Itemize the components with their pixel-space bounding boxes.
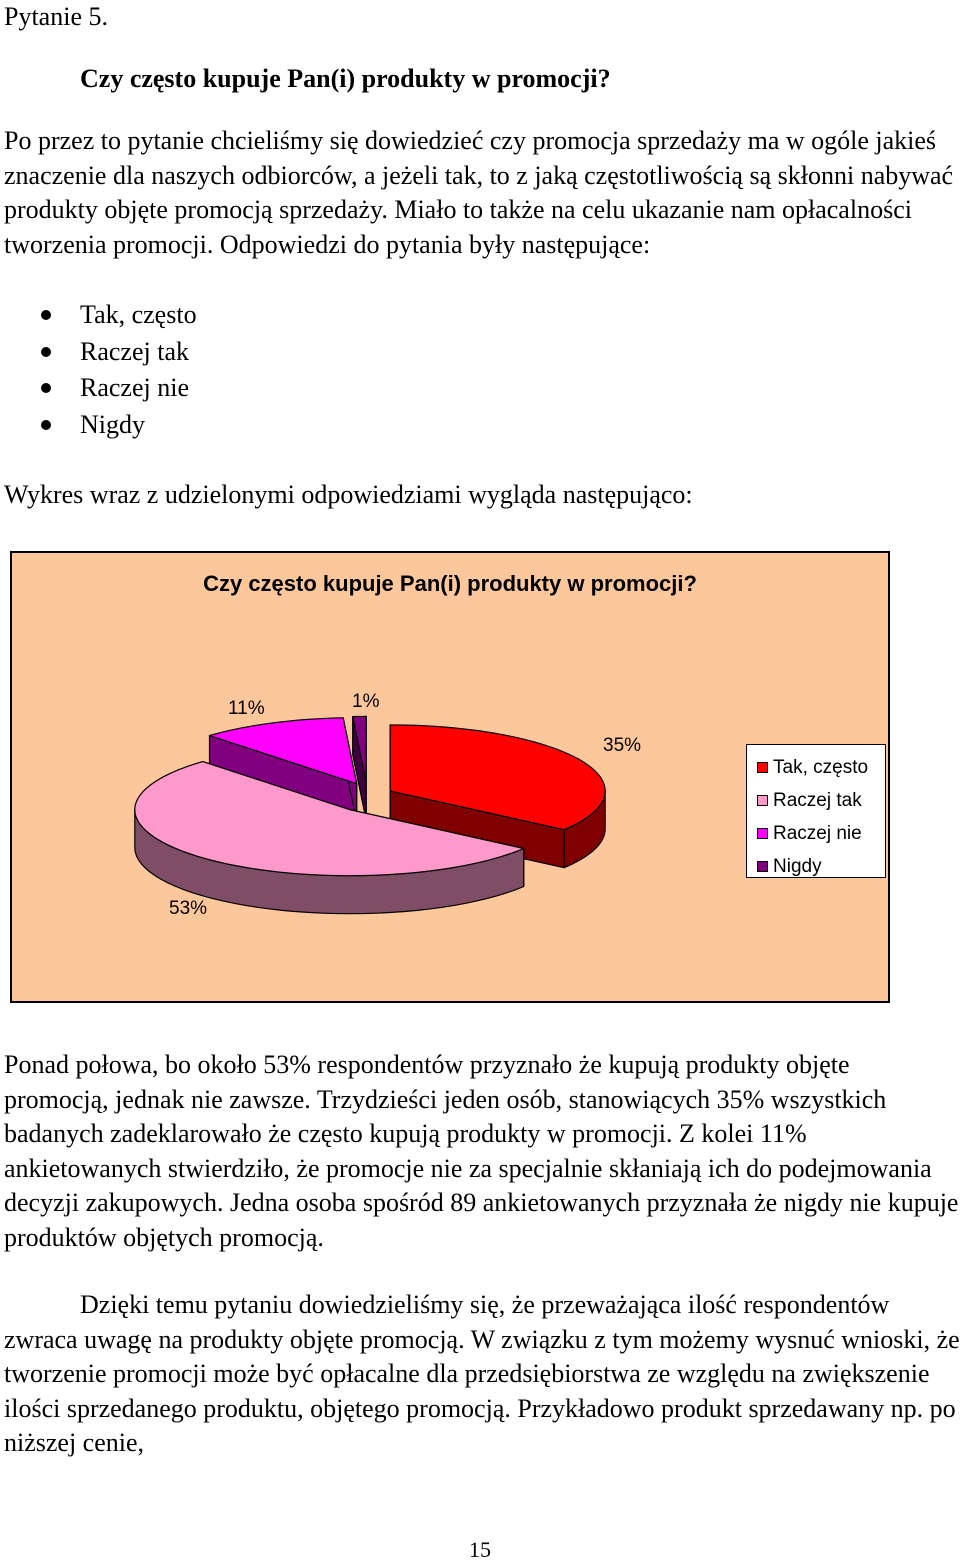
legend-swatch <box>757 762 768 773</box>
legend-swatch <box>757 861 768 872</box>
bullet-icon <box>41 347 51 357</box>
bullet-icon <box>41 310 51 320</box>
intro-paragraph: Po przez to pytanie chcieliśmy się dowiedzieć czy promocja sprzedaży ma w ogóle jakieś znaczenie dla naszych odbiorców, a jeżeli tak, to z jaką częstotliwością są skłonni nabywać produkty objęte promocją sprzedaży. Miało to także na celu ukazanie nam opłacalności tworzenia promocji. Odpowiedzi do pytania były następujące: <box>4 126 954 259</box>
legend-swatch <box>757 828 768 839</box>
list-item: Nigdy <box>0 407 197 444</box>
chart-caption: Wykres wraz z udzielonymi odpowiedziami wygląda następująco: <box>4 480 693 509</box>
legend-swatch <box>757 795 768 806</box>
question-title: Czy często kupuje Pan(i) produkty w promocji? <box>80 64 611 93</box>
chart-title: Czy często kupuje Pan(i) produkty w promocji? <box>203 571 697 596</box>
question-number: Pytanie 5. <box>4 2 108 31</box>
chart-legend: Tak, często Raczej tak Raczej nie Nigdy <box>746 744 886 878</box>
results-paragraph: Ponad połowa, bo około 53% respondentów przyznało że kupują produkty objęte promocją, jednak nie zawsze. Trzydzieści jeden osób, stanowiących 35% wszystkich badanych zadeklarowało że często kupują produkty w promocji. Z kolei 11% ankietowanych stwierdziło, że promocje nie za specjalnie skłaniają ich do podejmowania decyzji zakupowych. Jedna osoba spośród 89 ankietowanych przyznała że nigdy nie kupuje produktów objętych promocją. <box>4 1050 959 1252</box>
conclusion-paragraph: Dzięki temu pytaniu dowiedzieliśmy się, że przeważająca ilość respondentów zwraca uwagę na produkty objęte promocją. W związku z tym możemy wysnuć wnioski, że tworzenie promocji może być opłacalne dla przedsiębiorstwa ze względu na zwiększenie ilości sprzedanego produktu, objętego promocją. Przykładowo produkt sprzedawany np. po niższej cenie, <box>4 1290 960 1457</box>
answer-list <box>0 297 197 443</box>
data-label-raczej-nie: 11% <box>228 698 265 719</box>
data-label-raczej-tak: 53% <box>169 898 208 919</box>
bullet-icon <box>41 420 51 430</box>
page-number: 15 <box>469 1537 491 1562</box>
list-item: Raczej tak <box>0 334 197 371</box>
pie-chart <box>10 551 890 1003</box>
data-label-tak-czesto: 35% <box>603 735 642 756</box>
bullet-icon <box>41 383 51 393</box>
list-item: Raczej nie <box>0 370 197 407</box>
list-item: Tak, często <box>0 297 197 334</box>
data-label-nigdy: 1% <box>352 691 380 712</box>
